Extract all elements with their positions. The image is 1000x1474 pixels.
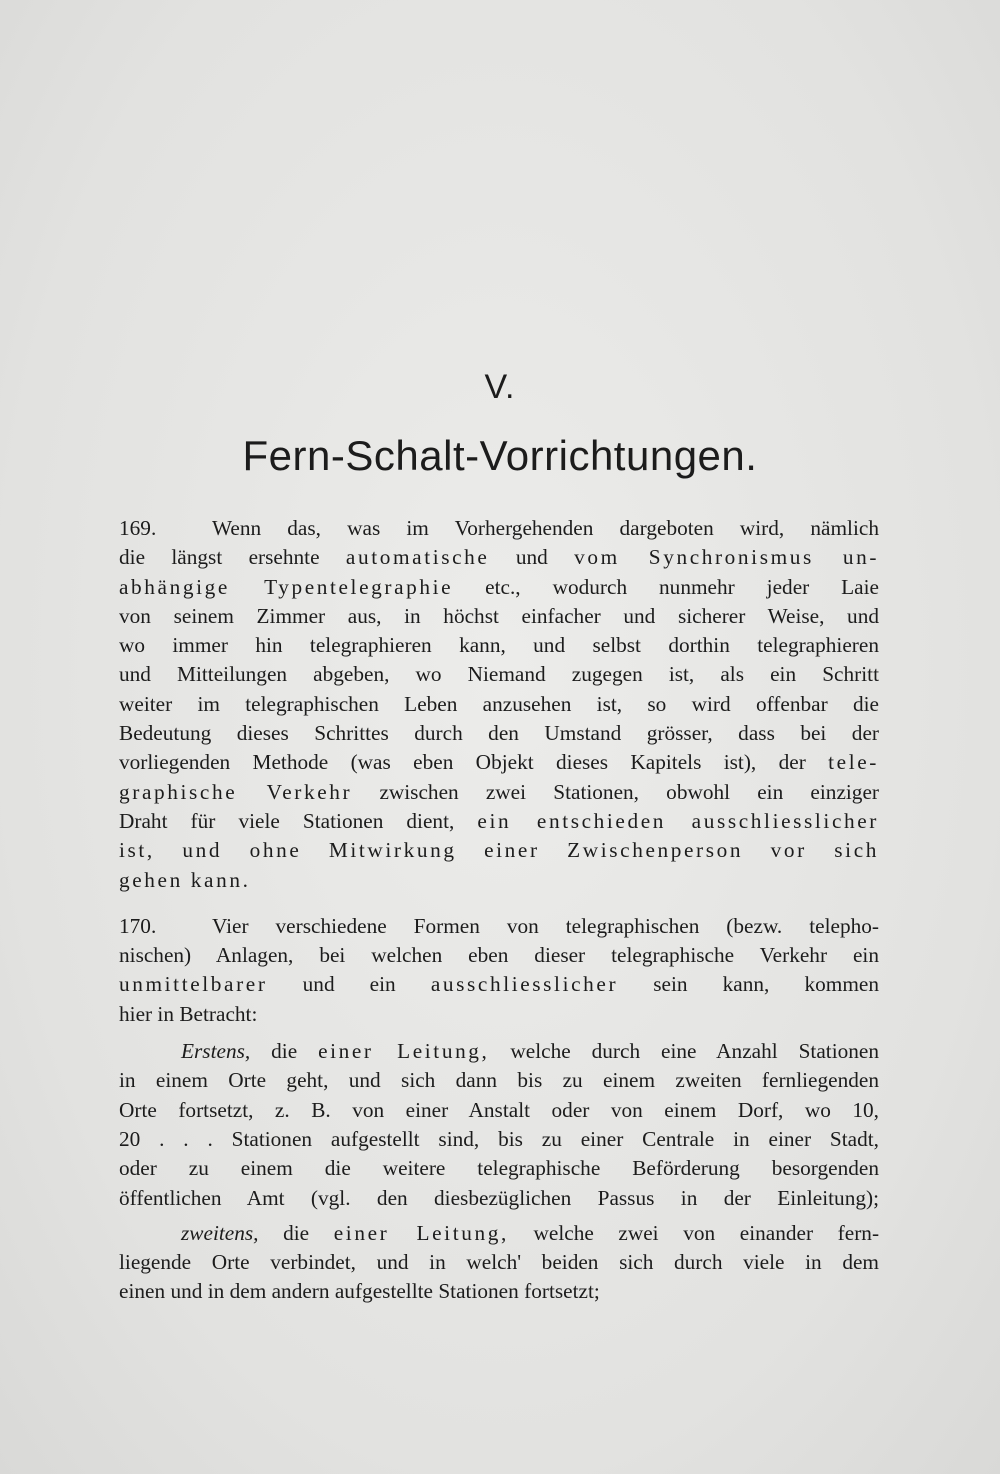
emphasis: unmittelbarer <box>119 972 268 997</box>
enumeration-word: zweitens, <box>181 1220 259 1245</box>
emphasis: tele- <box>828 750 879 775</box>
text-line: einen und in dem andern aufgestellte Stationen fortsetzt; <box>119 1279 600 1304</box>
paragraph-number: 170. <box>119 913 157 938</box>
paragraph-gap <box>119 1029 879 1037</box>
text-line: 170. Vier verschiedene Formen von telegraphischen (bezw. telepho- <box>119 912 879 941</box>
text-line: unmittelbarer und ein ausschliesslicher sein kann, kommen <box>119 972 880 997</box>
paragraph-number: 169. <box>119 516 157 540</box>
chapter-title: Fern-Schalt-Vorrichtungen. <box>242 432 758 479</box>
text-line: abhängige Typentelegraphie etc., wodurch nunmehr jeder Laie <box>119 574 880 599</box>
paragraph-erstens <box>119 1037 879 1213</box>
text-line: wo immer hin telegraphieren kann, und selbst dorthin telegraphieren <box>119 633 879 658</box>
text-line: nischen) Anlagen, bei welchen eben dieser telegraphische Verkehr ein <box>119 943 879 968</box>
page-body <box>119 514 879 1307</box>
text-line: hier in Betracht: <box>119 1001 258 1026</box>
paragraph-169 <box>119 514 879 895</box>
text-line: weiter im telegraphischen Leben anzusehen ist, so wird offenbar die <box>119 691 879 716</box>
text-line: Bedeutung dieses Schrittes durch den Umstand grösser, dass bei der <box>119 721 879 746</box>
emphasis: einer Leitung, <box>333 1220 509 1245</box>
text-line: zweitens, die einer Leitung, welche zwei von einander fern- <box>181 1220 880 1245</box>
emphasis: einer Leitung, <box>318 1039 490 1064</box>
text-line: öffentlichen Amt (vgl. den diesbezüglichen Passus in der Einleitung); <box>119 1185 879 1210</box>
text-line: Draht für viele Stationen dient, ein entschieden ausschliesslicher <box>119 808 879 833</box>
text-line: 169. Wenn das, was im Vorhergehenden dargeboten wird, nämlich <box>119 514 879 543</box>
text-line: und Mitteilungen abgeben, wo Niemand zugegen ist, als ein Schritt <box>119 662 879 687</box>
emphasis: abhängige Typentelegraphie <box>119 574 454 599</box>
text-line: 20 . . . Stationen aufgestellt sind, bis zu einer Centrale in einer Stadt, <box>119 1126 879 1151</box>
text-line: von seinem Zimmer aus, in höchst einfacher und sicherer Weise, und <box>119 603 879 628</box>
text-line: Orte fortsetzt, z. B. von einer Anstalt oder von einem Dorf, wo 10, <box>119 1097 879 1122</box>
emphasis: ein entschieden ausschliesslicher <box>477 808 879 833</box>
emphasis: vom Synchronismus un- <box>574 545 880 570</box>
text-line: ist, und ohne Mitwirkung einer Zwischenperson vor sich <box>119 838 879 863</box>
chapter-number: V. <box>484 368 516 406</box>
paragraph-gap <box>119 895 879 912</box>
text-line: liegende Orte verbindet, und in welch' beiden sich durch viele in dem <box>119 1250 879 1275</box>
emphasis: automatische <box>345 545 490 570</box>
text-line: gehen kann. <box>119 867 251 892</box>
paragraph-zweitens <box>119 1219 879 1307</box>
text-line: die längst ersehnte automatische und vom Synchronismus un- <box>119 545 880 570</box>
emphasis: ausschliesslicher <box>430 972 619 997</box>
enumeration-word: Erstens, <box>181 1039 251 1064</box>
text-line: oder zu einem die weitere telegraphische Beförderung besorgenden <box>119 1156 879 1181</box>
text-line: graphische Verkehr zwischen zwei Stationen, obwohl ein einziger <box>119 779 880 804</box>
text-line: Erstens, die einer Leitung, welche durch eine Anzahl Stationen <box>181 1039 880 1064</box>
emphasis: graphische Verkehr <box>119 779 353 804</box>
text-line: in einem Orte geht, und sich dann bis zu einem zweiten fernliegenden <box>119 1068 879 1093</box>
paragraph-170 <box>119 912 879 1029</box>
text-line: vorliegenden Methode (was eben Objekt dieses Kapitels ist), der tele- <box>119 750 879 775</box>
